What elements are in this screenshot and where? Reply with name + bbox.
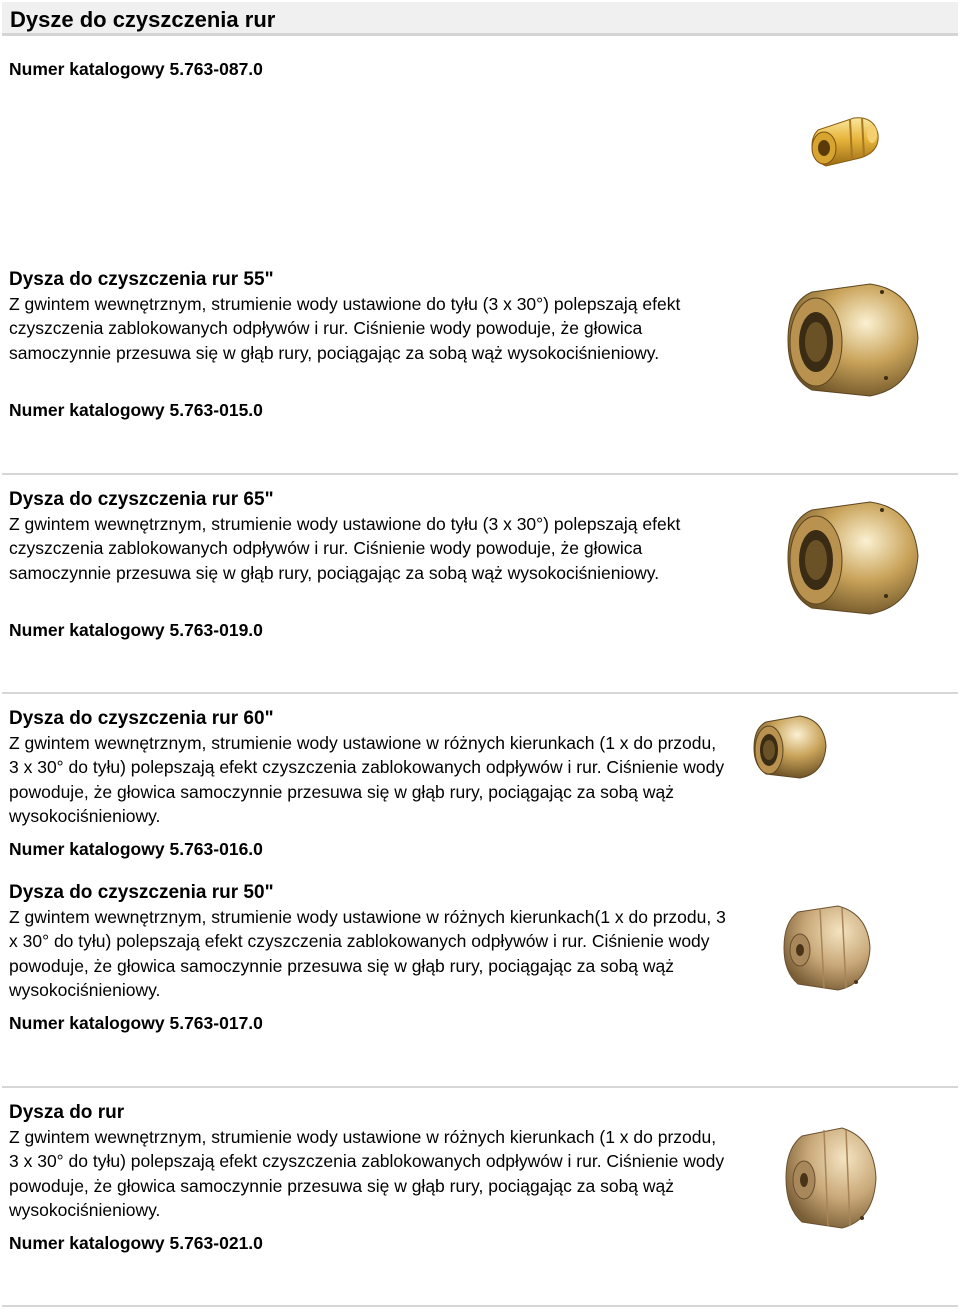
catalog-label: Numer katalogowy — [9, 1013, 165, 1033]
catalog-label: Numer katalogowy — [9, 400, 165, 420]
catalog-label: Numer katalogowy — [9, 1233, 165, 1253]
section-divider — [2, 1305, 958, 1307]
brass-nozzle-image — [782, 496, 922, 620]
product-catalog — [9, 1011, 263, 1035]
catalog-number: 5.763-017.0 — [169, 1013, 263, 1033]
product-title: Dysza do czyszczenia rur 50" — [9, 882, 274, 903]
catalog-label: Numer katalogowy — [9, 839, 165, 859]
product-title: Dysza do czyszczenia rur 65" — [9, 489, 274, 510]
page-header — [2, 2, 958, 36]
brass-nozzle-hex-image — [782, 1122, 878, 1234]
brass-nozzle-small-image — [750, 712, 828, 782]
catalog-number: 5.763-019.0 — [169, 620, 263, 640]
product-catalog — [9, 618, 263, 642]
product-catalog — [9, 398, 263, 422]
gold-nozzle-image — [800, 100, 886, 180]
page-title: Dysze do czyszczenia rur — [10, 7, 276, 32]
product-description: Z gwintem wewnętrznym, strumienie wody ustawione do tyłu (3 x 30°) polepszają efekt czyszczenia zablokowanych odpływów i rur. Ciśnienie wody powoduje, że głowica samoczynnie przesuwa się w głąb rury, pociągając za sobą wąż wysokociśnieniowy. — [9, 514, 681, 583]
catalog-number: 5.763-015.0 — [169, 400, 263, 420]
product-description: Z gwintem wewnętrznym, strumienie wody ustawione w różnych kierunkach(1 x do przodu, 3 x 30° do tyłu) polepszają efekt czyszczenia zablokowanych odpływów i rur. Ciśnienie wody powoduje, że głowica samoczynnie przesuwa się w głąb rury, pociągając za sobą wąż wysokociśnieniowy. — [9, 907, 726, 1000]
intro-catalog-number — [9, 57, 263, 81]
catalog-label: Numer katalogowy — [9, 59, 165, 79]
product-title: Dysza do czyszczenia rur 60" — [9, 708, 274, 729]
product-description: Z gwintem wewnętrznym, strumienie wody ustawione w różnych kierunkach (1 x do przodu, 3 x 30° do tyłu) polepszają efekt czyszczenia zablokowanych odpływów i rur. Ciśnienie wody powoduje, że głowica samoczynnie przesuwa się w głąb rury, pociągając za sobą wąż wysokociśnieniowy. — [9, 733, 725, 826]
catalog-label: Numer katalogowy — [9, 620, 165, 640]
product-description: Z gwintem wewnętrznym, strumienie wody ustawione do tyłu (3 x 30°) polepszają efekt czyszczenia zablokowanych odpływów i rur. Ciśnienie wody powoduje, że głowica samoczynnie przesuwa się w głąb rury, pociągając za sobą wąż wysokociśnieniowy. — [9, 294, 681, 363]
brass-nozzle-hex-image — [780, 902, 872, 994]
catalog-number: 5.763-021.0 — [169, 1233, 263, 1253]
section-divider — [2, 1086, 958, 1088]
section-divider — [2, 692, 958, 694]
product-title: Dysza do rur — [9, 1102, 125, 1123]
brass-nozzle-image — [782, 278, 922, 402]
section-divider — [2, 473, 958, 475]
product-catalog — [9, 1231, 263, 1255]
product-catalog — [9, 837, 263, 861]
product-description: Z gwintem wewnętrznym, strumienie wody ustawione w różnych kierunkach (1 x do przodu, 3 x 30° do tyłu) polepszają efekt czyszczenia zablokowanych odpływów i rur. Ciśnienie wody powoduje, że głowica samoczynnie przesuwa się w głąb rury, pociągając za sobą wąż wysokociśnieniowy. — [9, 1127, 725, 1220]
catalog-number: 5.763-087.0 — [169, 59, 263, 79]
catalog-number: 5.763-016.0 — [169, 839, 263, 859]
product-title: Dysza do czyszczenia rur 55" — [9, 269, 274, 290]
